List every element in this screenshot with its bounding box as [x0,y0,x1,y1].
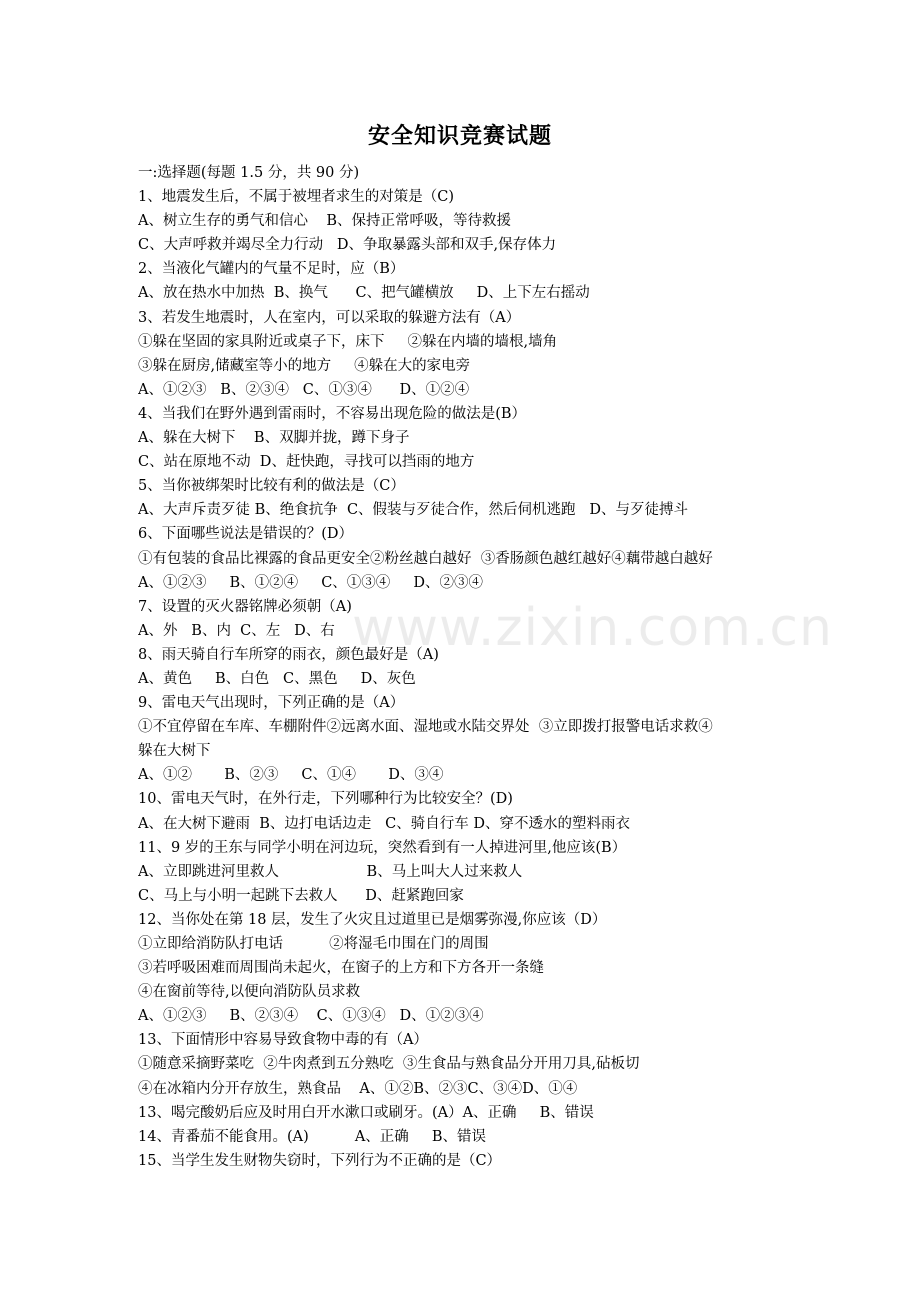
text-line: A、外 B、内 C、左 D、右 [138,622,335,639]
text-line: C、马上与小明一起跳下去救人 D、赶紧跑回家 [138,887,464,904]
text-line: A、立即跳进河里救人 B、马上叫大人过来救人 [138,863,523,880]
text-line: ①有包装的食品比裸露的食品更安全②粉丝越白越好 ③香肠颜色越红越好④藕带越白越好 [138,550,713,567]
text-line: 13、喝完酸奶后应及时用白开水漱口或刷牙。(A）A、正确 B、错误 [138,1104,594,1121]
text-line: 12、当你处在第 18 层，发生了火灾且过道里已是烟雾弥漫,你应该（D） [138,911,607,928]
text-line: 8、雨天骑自行车所穿的雨衣，颜色最好是（A) [138,646,439,663]
text-line: ①不宜停留在车库、车棚附件②远离水面、湿地或水陆交界处 ③立即拨打报警电话求救④ [138,719,713,736]
text-line: 11、9 岁的王东与同学小明在河边玩，突然看到有一人掉进河里,他应该(B） [138,839,627,856]
text-line: 15、当学生发生财物失窃时，下列行为不正确的是（C） [138,1152,502,1169]
text-line: A、①②③ B、②③④ C、①③④ D、①②④ [138,381,470,398]
text-line: 13、下面情形中容易导致食物中毒的有（A） [138,1032,428,1049]
text-line: 9、雷电天气出现时，下列正确的是（A） [138,695,405,712]
text-line: A、①② B、②③ C、①④ D、③④ [138,767,444,784]
text-line: A、大声斥责歹徒 B、绝食抗争 C、假装与歹徒合作，然后伺机逃跑 D、与歹徒搏斗 [138,502,688,519]
watermark-text: www.zixin.com.cn [352,598,833,658]
text-line: 5、当你被绑架时比较有利的做法是（C） [138,478,405,495]
text-line: 6、下面哪些说法是错误的？(D） [138,526,354,543]
text-line: ④在冰箱内分开存放生，熟食品 A、①②B、②③C、③④D、①④ [138,1080,578,1097]
text-line: 1、地震发生后，不属于被埋者求生的对策是（C) [138,189,454,206]
text-line: A、①②③ B、②③④ C、①③④ D、①②③④ [138,1008,484,1025]
text-line: A、黄色 B、白色 C、黑色 D、灰色 [138,670,416,687]
text-line: A、躲在大树下 B、双脚并拢，蹲下身子 [138,430,410,447]
document-body [138,161,788,1173]
text-line: C、大声呼救并竭尽全力行动 D、争取暴露头部和双手,保存体力 [138,237,557,254]
text-line: A、树立生存的勇气和信心 B、保持正常呼吸，等待救援 [138,213,512,230]
text-line: ③躲在厨房,储藏室等小的地方 ④躲在大的家电旁 [138,357,471,374]
text-line: ③若呼吸困难而周围尚未起火，在窗子的上方和下方各开一条缝 [138,960,544,977]
text-line: ④在窗前等待,以便向消防队员求救 [138,984,361,1001]
text-line: ①立即给消防队打电话 ②将湿毛巾围在门的周围 [138,936,489,952]
text-line: 4、当我们在野外遇到雷雨时，不容易出现危险的做法是(B） [138,405,527,422]
document-title: 安全知识竞赛试题 [367,123,552,149]
text-line: A、①②③ B、①②④ C、①③④ D、②③④ [138,574,483,591]
text-line: 7、设置的灭火器铭牌必须朝（A) [138,598,352,615]
text-line: 14、青番茄不能食用。(A) A、正确 B、错误 [138,1128,486,1145]
text-line: A、在大树下避雨 B、边打电话边走 C、骑自行车 D、穿不透水的塑料雨衣 [138,815,630,832]
text-line: 2、当液化气罐内的气量不足时，应（B） [138,261,405,278]
text-line: 10、雷电天气时，在外行走，下列哪种行为比较安全？(D) [138,791,513,808]
text-line: C、站在原地不动 D、赶快跑，寻找可以挡雨的地方 [138,454,475,471]
text-line: ①随意采摘野菜吃 ②牛肉煮到五分熟吃 ③生食品与熟食品分开用刀具,砧板切 [138,1056,640,1073]
text-line: 一:选择题(每题 1.5 分，共 90 分) [138,165,360,181]
text-line: ①躲在坚固的家具附近或桌子下，床下 ②躲在内墙的墙根,墙角 [138,333,558,350]
text-line: 躲在大树下 [138,743,211,760]
text-line: A、放在热水中加热 B、换气 C、把气罐横放 D、上下左右摇动 [138,285,590,302]
text-line: 3、若发生地震时，人在室内，可以采取的躲避方法有（A） [138,309,521,326]
